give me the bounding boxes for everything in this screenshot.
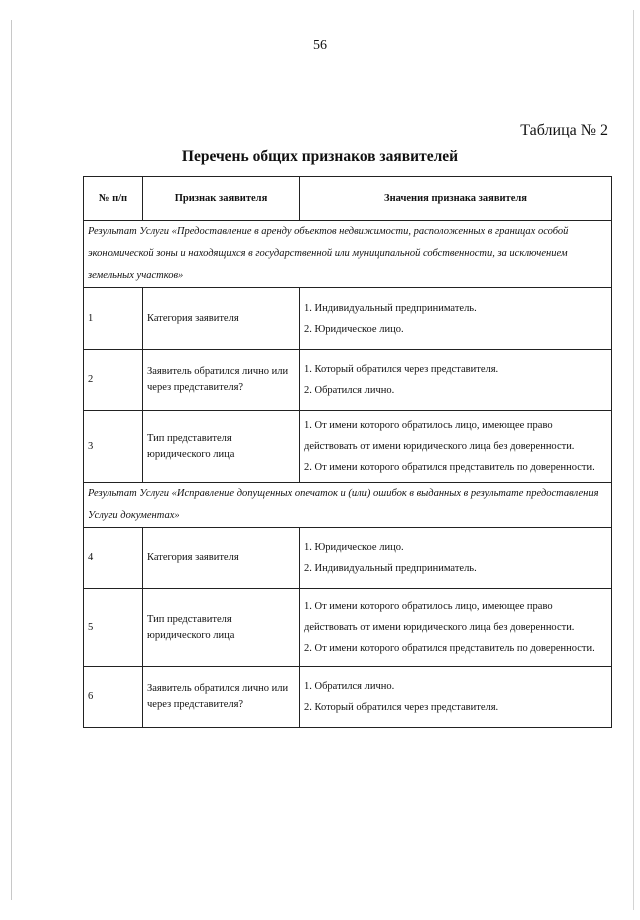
table-row (84, 589, 612, 667)
row-criterion: Тип представителя юридического лица (143, 589, 300, 667)
row-number: 2 (84, 350, 143, 411)
section-heading: Результат Услуги «Предоставление в аренду объектов недвижимости, расположенных в границах особой экономической зоны и находящихся в государственной или муниципальной собственности, за исключением земельных участков» (84, 221, 612, 288)
row-number: 1 (84, 288, 143, 350)
row-value: 2. Обратился лично. (304, 385, 395, 396)
applicant-criteria-table (83, 176, 612, 728)
row-values (300, 589, 612, 667)
table-row (84, 667, 612, 728)
table-row (84, 411, 612, 483)
row-value: 1. Обратился лично. (304, 681, 395, 692)
row-number: 6 (84, 667, 143, 728)
row-values (300, 411, 612, 483)
row-criterion: Категория заявителя (143, 528, 300, 589)
row-value: 1. От имени которого обратилось лицо, имеющее право действовать от имени юридического лица без доверенности. (304, 601, 575, 633)
row-criterion: Заявитель обратился лично или через представителя? (143, 667, 300, 728)
row-value: 2. От имени которого обратился представитель по доверенности. (304, 462, 595, 473)
row-values (300, 667, 612, 728)
row-values (300, 350, 612, 411)
page-title: Перечень общих признаков заявителей (181, 148, 459, 165)
row-values (300, 288, 612, 350)
row-number: 4 (84, 528, 143, 589)
table-label: Таблица № 2 (520, 122, 608, 139)
section-heading: Результат Услуги «Исправление допущенных опечаток и (или) ошибок в выданных в результате предоставления Услуги документах» (84, 483, 612, 528)
row-value: 1. Индивидуальный предприниматель. (304, 302, 477, 314)
row-value: 1. Юридическое лицо. (304, 542, 404, 553)
row-number: 3 (84, 411, 143, 483)
header-number: № п/п (84, 177, 143, 221)
page-number: 56 (313, 38, 327, 53)
row-values (300, 528, 612, 589)
scan-edge-right (633, 10, 634, 910)
header-values: Значения признака заявителя (300, 177, 612, 221)
table-header-row (84, 177, 612, 221)
row-value: 2. Юридическое лицо. (304, 323, 404, 335)
table-row (84, 350, 612, 411)
row-criterion: Тип представителя юридического лица (143, 411, 300, 483)
row-value: 2. От имени которого обратился представитель по доверенности. (304, 643, 595, 654)
section-heading-row (84, 483, 612, 528)
table-row (84, 288, 612, 350)
row-value: 1. От имени которого обратилось лицо, имеющее право действовать от имени юридического лица без доверенности. (304, 420, 575, 452)
row-criterion: Заявитель обратился лично или через представителя? (143, 350, 300, 411)
section-heading-row (84, 221, 612, 288)
header-criterion: Признак заявителя (143, 177, 300, 221)
row-value: 1. Который обратился через представителя. (304, 364, 499, 375)
row-number: 5 (84, 589, 143, 667)
table-row (84, 528, 612, 589)
row-criterion: Категория заявителя (143, 288, 300, 350)
row-value: 2. Индивидуальный предприниматель. (304, 563, 477, 574)
row-value: 2. Который обратился через представителя. (304, 702, 499, 713)
